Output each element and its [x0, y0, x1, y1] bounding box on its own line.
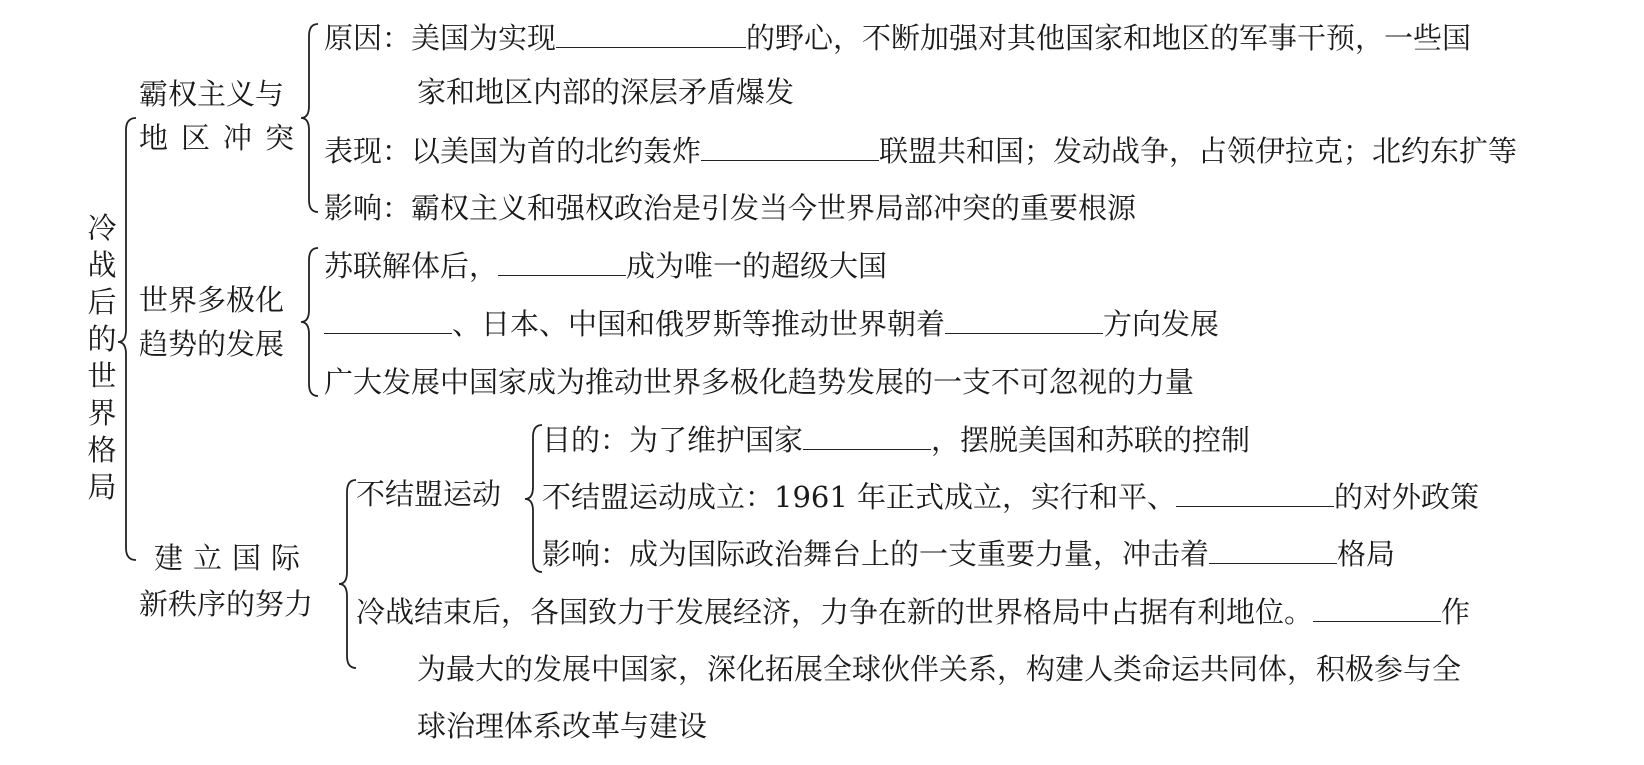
found-text-a: 不结盟运动成立：1961 年正式成立，实行和平、 [542, 480, 1177, 514]
branch1-brace [301, 24, 318, 212]
blank-world-pattern [1209, 537, 1337, 564]
post-coldwar-line2: 为最大的发展中国家，深化拓展全球伙伴关系，构建人类命运共同体，积极参与全 [417, 652, 1462, 686]
nonaligned-brace [525, 425, 542, 572]
post-coldwar-line1 [356, 594, 1470, 630]
item2-text-b: 方向发展 [1103, 307, 1220, 341]
nonaligned-founding [542, 479, 1479, 515]
perf-text-a: 以美国为首的北约轰炸 [411, 134, 702, 168]
item1-text-a: 苏联解体后， [324, 249, 499, 283]
blank-largest-developing-country [1313, 595, 1441, 622]
nonaligned-purpose [542, 422, 1250, 458]
branch1-impact [324, 190, 1136, 226]
branch1-label-line2: 地区冲突 [139, 121, 308, 155]
root-char: 的 [87, 322, 117, 356]
blank-world-direction [945, 307, 1103, 334]
branch3-label-line2: 新秩序的努力 [139, 587, 314, 621]
blank-national-goal [803, 423, 931, 450]
effect-text-b: 格局 [1337, 537, 1396, 571]
purpose-text-b: ，摆脱美国和苏联的控制 [931, 423, 1251, 457]
branch2-item1 [324, 248, 887, 284]
nonaligned-label: 不结盟运动 [356, 477, 502, 511]
effect-text-a: 影响：成为国际政治舞台上的一支重要力量，冲击着 [542, 537, 1210, 571]
item1-text-b: 成为唯一的超级大国 [626, 249, 888, 283]
branch3-brace [339, 480, 356, 668]
root-char: 格 [87, 433, 117, 467]
cause-text-b: 的野心，不断加强对其他国家和地区的军事干预，一些国 [746, 21, 1472, 55]
post-text-b: 作 [1441, 595, 1471, 629]
branch2-item2 [324, 306, 1219, 342]
root-char: 世 [87, 359, 117, 393]
blank-hegemony-goal [556, 21, 746, 48]
blank-bombed-country [701, 134, 879, 161]
purpose-text-a: 目的：为了维护国家 [542, 423, 804, 457]
cause-label: 原因： [324, 21, 412, 55]
cause-text-a: 美国为实现 [411, 21, 557, 55]
root-brace [118, 118, 136, 560]
branch2-label-line1: 世界多极化 [139, 283, 285, 317]
nonaligned-effect [542, 536, 1395, 572]
blank-superpower [498, 249, 626, 276]
branch1-performance [324, 133, 1517, 169]
post-coldwar-line3: 球治理体系改革与建设 [417, 709, 708, 743]
branch1-cause [324, 20, 1471, 56]
root-char: 后 [87, 285, 117, 319]
root-char: 界 [87, 396, 117, 430]
impact-label: 影响： [324, 191, 412, 225]
branch2-label-line2: 趋势的发展 [139, 327, 285, 361]
post-text-a: 冷战结束后，各国致力于发展经济，力争在新的世界格局中占据有利地位。 [356, 595, 1314, 629]
branch2-brace [301, 248, 318, 396]
perf-label: 表现： [324, 134, 412, 168]
branch1-cause-cont: 家和地区内部的深层矛盾爆发 [417, 75, 795, 109]
perf-text-b: 联盟共和国；发动战争，占领伊拉克；北约东扩等 [879, 134, 1518, 168]
branch1-label-line1: 霸权主义与 [139, 77, 285, 111]
blank-foreign-policy [1176, 480, 1334, 507]
blank-power-bloc [324, 307, 452, 334]
impact-text: 霸权主义和强权政治是引发当今世界局部冲突的重要根源 [411, 191, 1137, 225]
root-char: 冷 [87, 211, 117, 245]
branch2-item3: 广大发展中国家成为推动世界多极化趋势发展的一支不可忽视的力量 [324, 365, 1195, 399]
branch3-label-line1: 建立国际 [154, 541, 311, 575]
root-char: 战 [87, 248, 117, 282]
found-text-b: 的对外政策 [1334, 480, 1480, 514]
root-char: 局 [87, 470, 117, 504]
item2-text-a: 、日本、中国和俄罗斯等推动世界朝着 [452, 307, 946, 341]
